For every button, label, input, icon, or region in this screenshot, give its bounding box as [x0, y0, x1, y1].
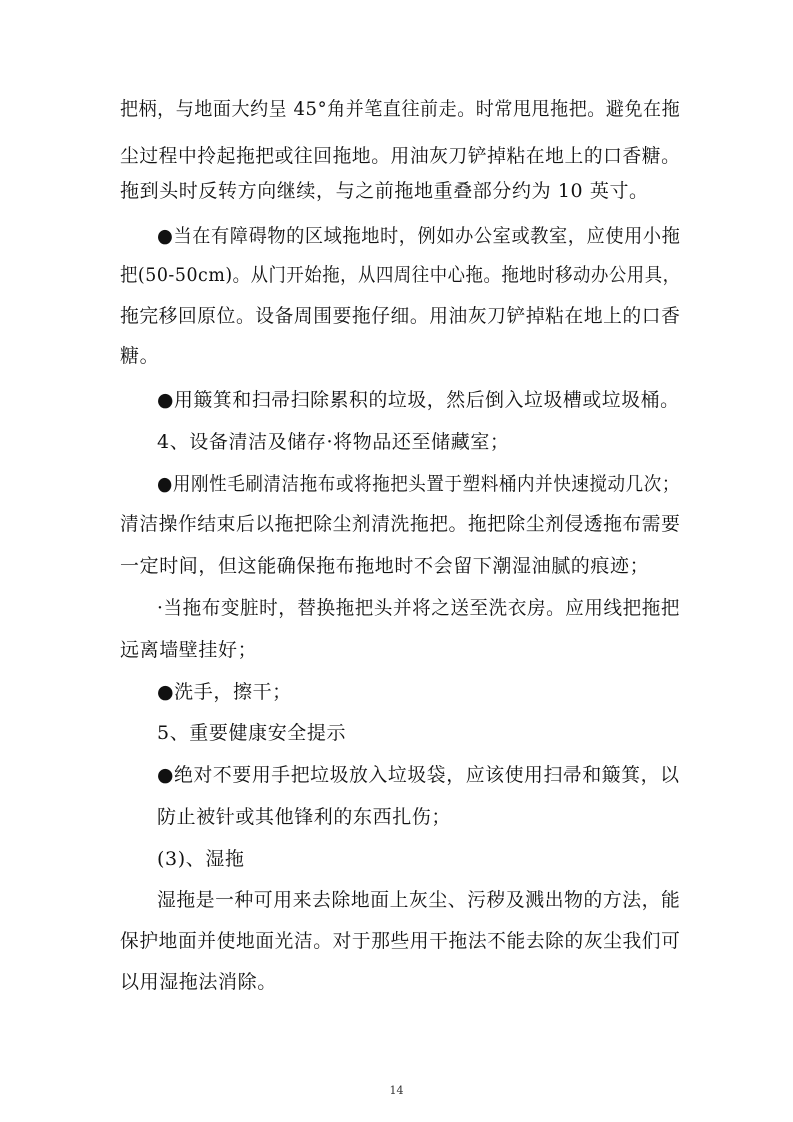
- text-line: 拖完移回原位。设备周围要拖仔细。用油灰刀铲掉粘在地上的口香: [120, 305, 681, 327]
- bullet-line: ●用簸箕和扫帚扫除累积的垃圾，然后倒入垃圾槽或垃圾桶。: [157, 389, 680, 411]
- text-line: 清洁操作结束后以拖把除尘剂清洗拖把。拖把除尘剂侵透拖布需要: [120, 513, 681, 535]
- text-line: 远离墙壁挂好；: [120, 639, 258, 661]
- text-line: 尘过程中拎起拖把或往回拖地。用油灰刀铲掉粘在地上的口香糖。: [120, 145, 681, 167]
- bullet-line: ●洗手，擦干；: [157, 681, 292, 703]
- text-line: 保护地面并使地面光洁。对于那些用干拖法不能去除的灰尘我们可: [120, 930, 681, 952]
- text-line: 防止被针或其他锋利的东西扎伤；: [157, 806, 452, 828]
- text-line: 一定时间，但这能确保拖布拖地时不会留下潮湿油腻的痕迹；: [120, 555, 650, 577]
- bullet-line: ●用刚性毛刷清洁拖布或将拖把头置于塑料桶内并快速搅动几次；: [157, 473, 680, 495]
- paragraph-line: 湿拖是一种可用来去除地面上灰尘、污秽及溅出物的方法，能: [157, 889, 681, 911]
- bullet-line: ●绝对不要用手把垃圾放入垃圾袋，应该使用扫帚和簸箕，以: [157, 764, 680, 786]
- section-heading: (3)、湿拖: [157, 848, 245, 870]
- bullet-line: ●当在有障碍物的区域拖地时，例如办公室或教室，应使用小拖: [157, 225, 681, 247]
- section-heading: 4、设备清洁及储存·将物品还至储藏室；: [157, 431, 510, 453]
- section-heading: 5、重要健康安全提示: [157, 722, 347, 744]
- text-line: 糖。: [120, 345, 160, 367]
- text-line: 以用湿拖法消除。: [120, 971, 277, 993]
- text-line: 把柄，与地面大约呈 45°角并笔直往前走。时常甩甩拖把。避免在拖: [120, 98, 681, 120]
- page-number: 14: [389, 1084, 404, 1097]
- text-line: 把(50-50cm)。从门开始拖，从四周往中心拖。拖地时移动办公用具，: [120, 264, 681, 286]
- text-line: 拖到头时反转方向继续，与之前拖地重叠部分约为 10 英寸。: [120, 180, 649, 202]
- bullet-line: ·当拖布变脏时，替换拖把头并将之送至洗衣房。应用线把拖把: [157, 597, 680, 619]
